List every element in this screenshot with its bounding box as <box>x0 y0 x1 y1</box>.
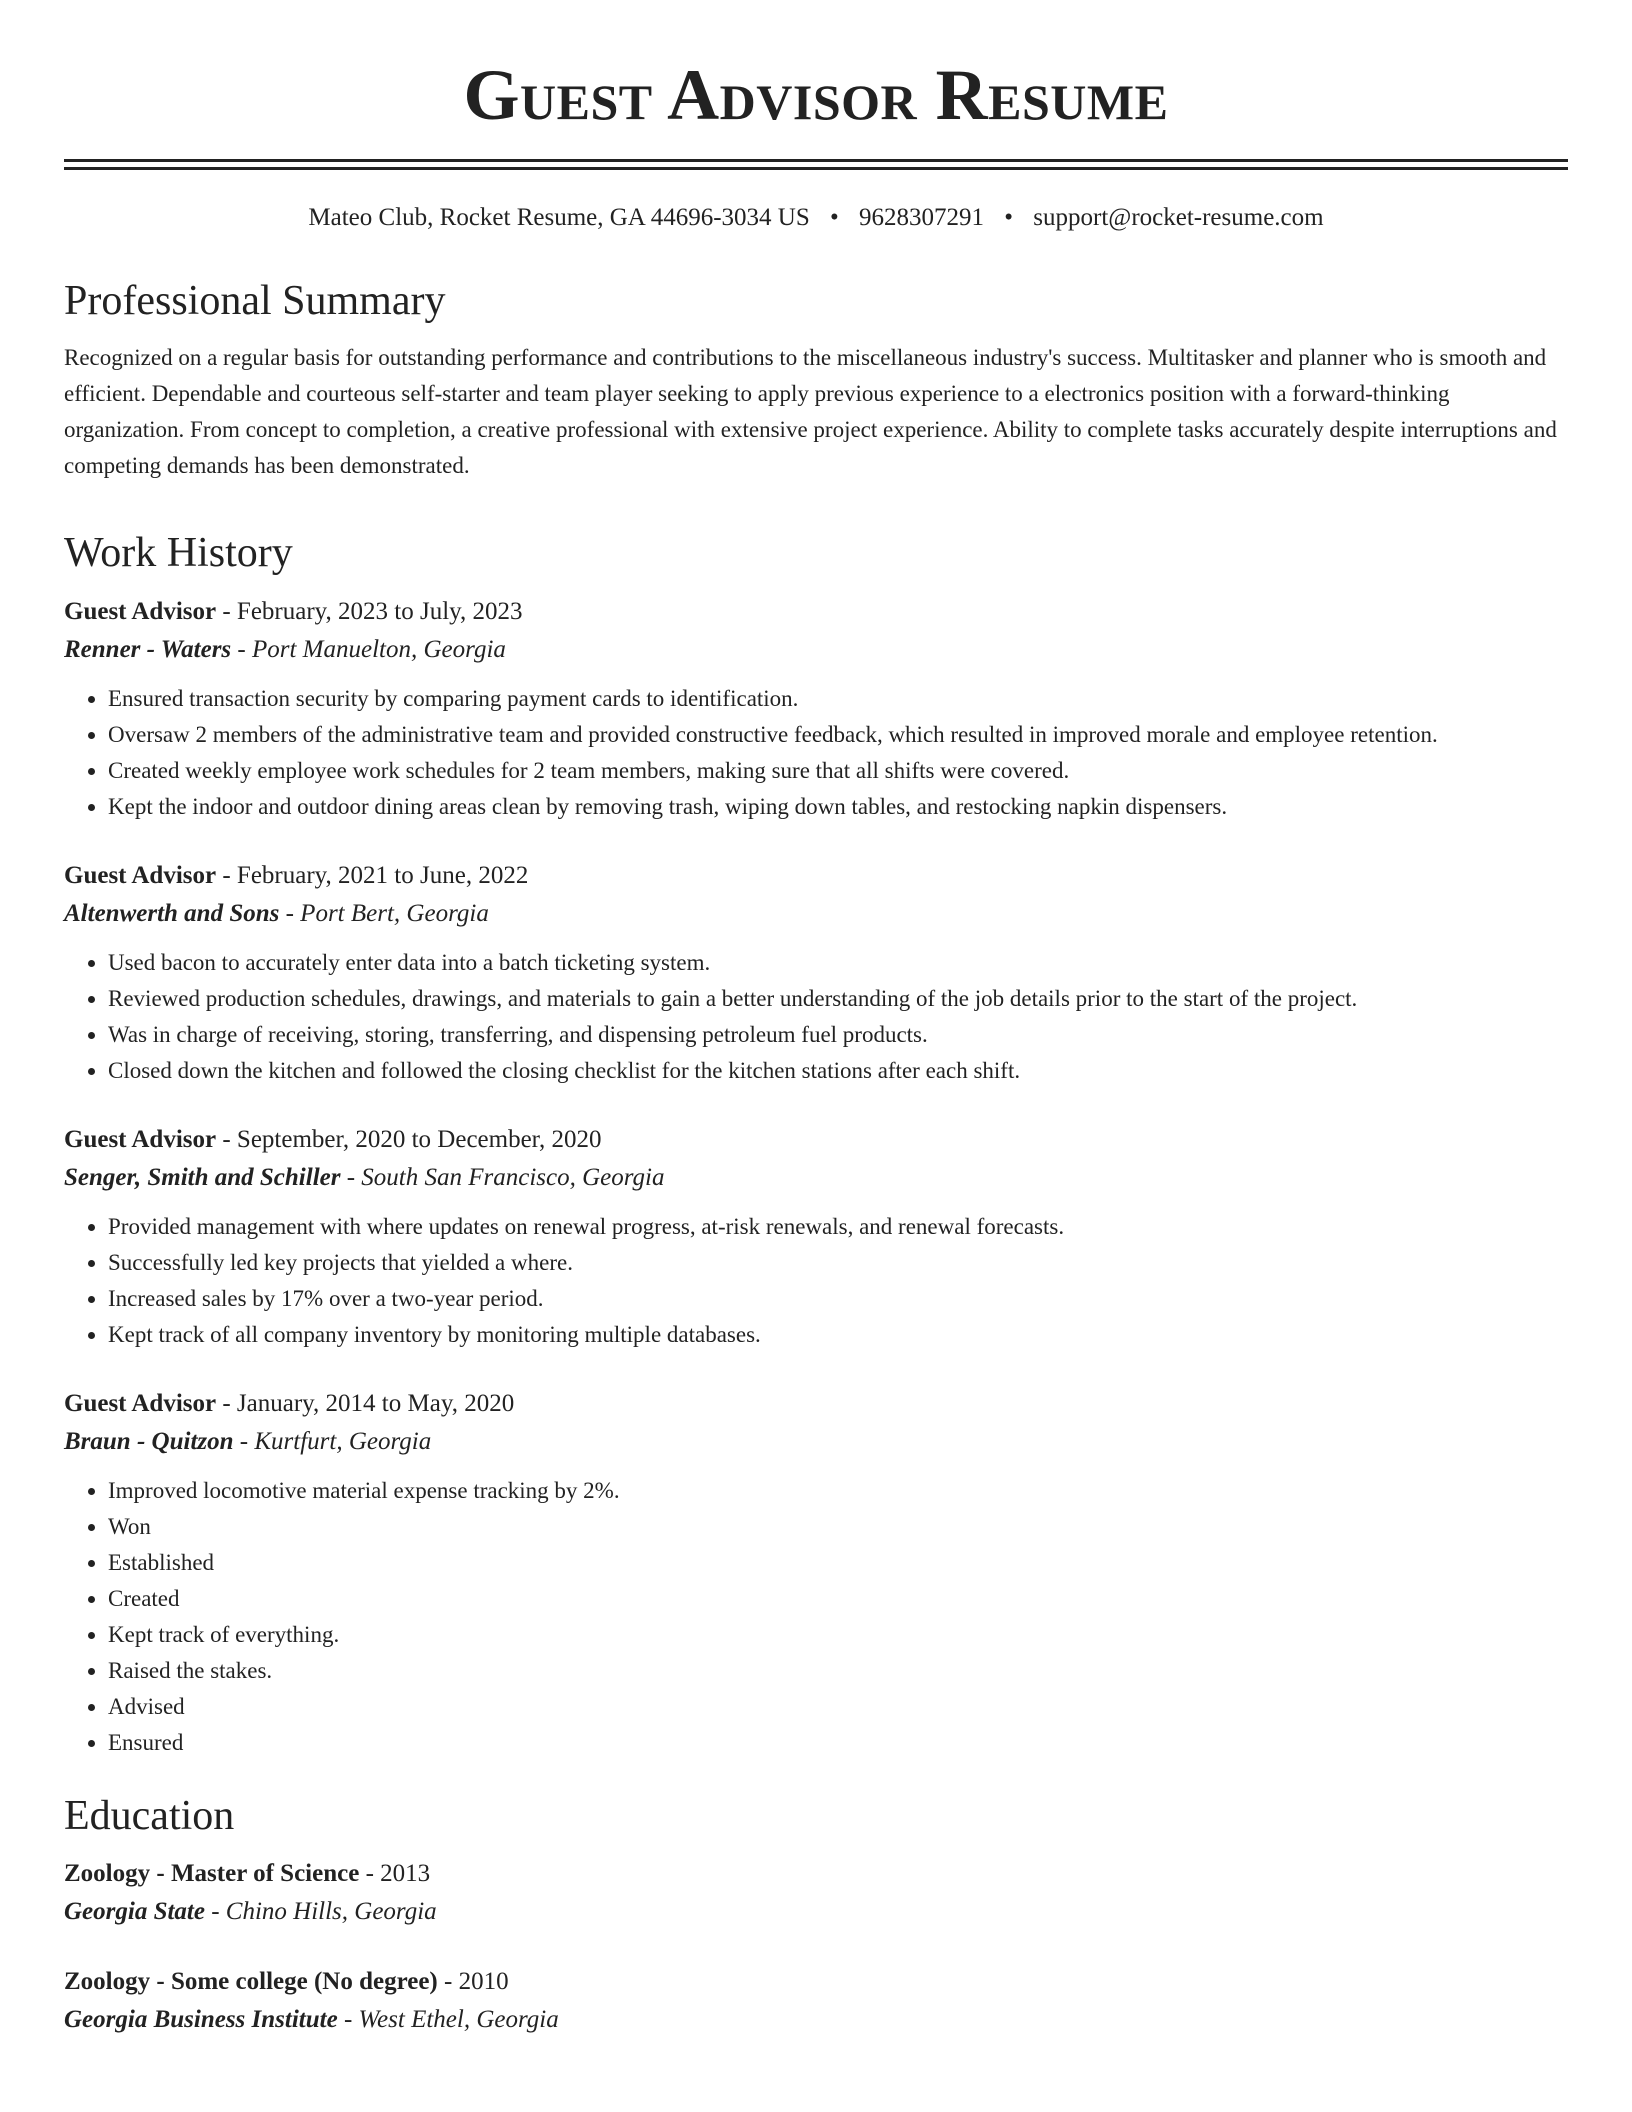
job-dates: - February, 2023 to July, 2023 <box>216 597 523 625</box>
list-item: • Provided management with where updates on renewal progress, at-risk renewals, and renewal forecasts. <box>108 1209 1568 1245</box>
job-dates: - September, 2020 to December, 2020 <box>216 1125 602 1153</box>
page-title: Guest Advisor Resume <box>463 55 1169 135</box>
job-employer <box>64 1159 1568 1197</box>
job-role: Guest Advisor <box>64 1389 217 1417</box>
list-item: • Improved locomotive material expense tracking by 2%. <box>108 1473 1568 1509</box>
education-heading: Education <box>64 1792 235 1839</box>
education-heading-line <box>64 1963 1568 2001</box>
list-item: • Used bacon to accurately enter data into a batch ticketing system. <box>108 945 1568 981</box>
list-item: • Was in charge of receiving, storing, transferring, and dispensing petroleum fuel products. <box>108 1017 1568 1053</box>
list-item: • Kept the indoor and outdoor dining areas clean by removing trash, wiping down tables, and restocking napkin dispensers. <box>108 789 1568 825</box>
list-item: • Created <box>108 1581 1568 1617</box>
job-location: - Port Bert, Georgia <box>279 899 489 927</box>
contact-phone: 9628307291 <box>859 204 985 232</box>
contact-line <box>64 204 1568 232</box>
job-bullets <box>64 1209 1568 1353</box>
education-year: - 2010 <box>437 1967 509 1995</box>
education-entry <box>64 1963 1568 2039</box>
job-entry <box>64 1121 1568 1353</box>
list-item: • Established <box>108 1545 1568 1581</box>
job-employer <box>64 631 1568 669</box>
list-item: • Won <box>108 1509 1568 1545</box>
job-location: - Port Manuelton, Georgia <box>231 635 506 663</box>
list-item: • Ensured transaction security by comparing payment cards to identification. <box>108 681 1568 717</box>
list-item: • Closed down the kitchen and followed the closing checklist for the kitchen stations after each shift. <box>108 1053 1568 1089</box>
work-history-heading: Work History <box>64 530 293 577</box>
title-divider <box>64 159 1568 170</box>
education-location: - Chino Hills, Georgia <box>204 1897 437 1925</box>
job-entry <box>64 593 1568 825</box>
work-history-list <box>64 593 1568 1761</box>
job-heading <box>64 857 1568 895</box>
education-heading-line <box>64 1855 1568 1893</box>
job-role: Guest Advisor <box>64 597 217 625</box>
job-company: Renner - Waters <box>64 635 232 663</box>
job-company: Senger, Smith and Schiller <box>64 1163 341 1191</box>
summary-heading: Professional Summary <box>64 278 446 325</box>
job-bullets <box>64 1473 1568 1761</box>
contact-separator: • <box>1004 204 1014 232</box>
job-location: - South San Francisco, Georgia <box>340 1163 665 1191</box>
job-employer <box>64 895 1568 933</box>
education-entry <box>64 1855 1568 1931</box>
education-year: - 2013 <box>359 1859 431 1887</box>
education-school: Georgia State <box>64 1897 205 1925</box>
education-degree: Zoology - Some college (No degree) <box>64 1967 438 1995</box>
job-heading <box>64 593 1568 631</box>
contact-email: support@rocket-resume.com <box>1033 204 1324 232</box>
list-item: • Advised <box>108 1689 1568 1725</box>
list-item: • Ensured <box>108 1725 1568 1761</box>
education-school-line <box>64 1893 1568 1931</box>
list-item: • Reviewed production schedules, drawings, and materials to gain a better understanding of the job details prior to the start of the project. <box>108 981 1568 1017</box>
job-dates: - February, 2021 to June, 2022 <box>216 861 529 889</box>
list-item: • Kept track of all company inventory by monitoring multiple databases. <box>108 1317 1568 1353</box>
contact-separator: • <box>830 204 839 232</box>
job-heading <box>64 1121 1568 1159</box>
job-bullets <box>64 945 1568 1089</box>
list-item: • Successfully led key projects that yielded a where. <box>108 1245 1568 1281</box>
job-bullets <box>64 681 1568 825</box>
list-item: • Created weekly employee work schedules for 2 team members, making sure that all shifts were covered. <box>108 753 1568 789</box>
summary-text: Recognized on a regular basis for outstanding performance and contributions to the miscellaneous industry's success. Multitasker and planner who is smooth and efficient. Dependable and courteous self-starter and team player seeking to apply previous experience to a electronics position with a forward-thinking organization. From concept to completion, a creative professional with extensive project experience. Ability to complete tasks accurately despite interruptions and competing demands has been demonstrated. <box>64 345 1557 479</box>
job-role: Guest Advisor <box>64 861 217 889</box>
contact-address: Mateo Club, Rocket Resume, GA 44696-3034 US <box>308 204 810 232</box>
list-item: • Increased sales by 17% over a two-year period. <box>108 1281 1568 1317</box>
list-item: • Kept track of everything. <box>108 1617 1568 1653</box>
list-item: • Oversaw 2 members of the administrative team and provided constructive feedback, which resulted in improved morale and employee retention. <box>108 717 1568 753</box>
job-location: - Kurtfurt, Georgia <box>233 1427 432 1455</box>
education-degree: Zoology - Master of Science <box>64 1859 360 1887</box>
education-list <box>64 1855 1568 2039</box>
education-school-line <box>64 2001 1568 2039</box>
job-heading <box>64 1385 1568 1423</box>
job-entry <box>64 857 1568 1089</box>
job-role: Guest Advisor <box>64 1125 217 1153</box>
job-entry <box>64 1385 1568 1761</box>
job-employer <box>64 1423 1568 1461</box>
job-company: Braun - Quitzon <box>64 1427 234 1455</box>
job-company: Altenwerth and Sons <box>64 899 280 927</box>
education-school: Georgia Business Institute <box>64 2005 338 2033</box>
job-dates: - January, 2014 to May, 2020 <box>216 1389 515 1417</box>
list-item: • Raised the stakes. <box>108 1653 1568 1689</box>
education-location: - West Ethel, Georgia <box>337 2005 559 2033</box>
